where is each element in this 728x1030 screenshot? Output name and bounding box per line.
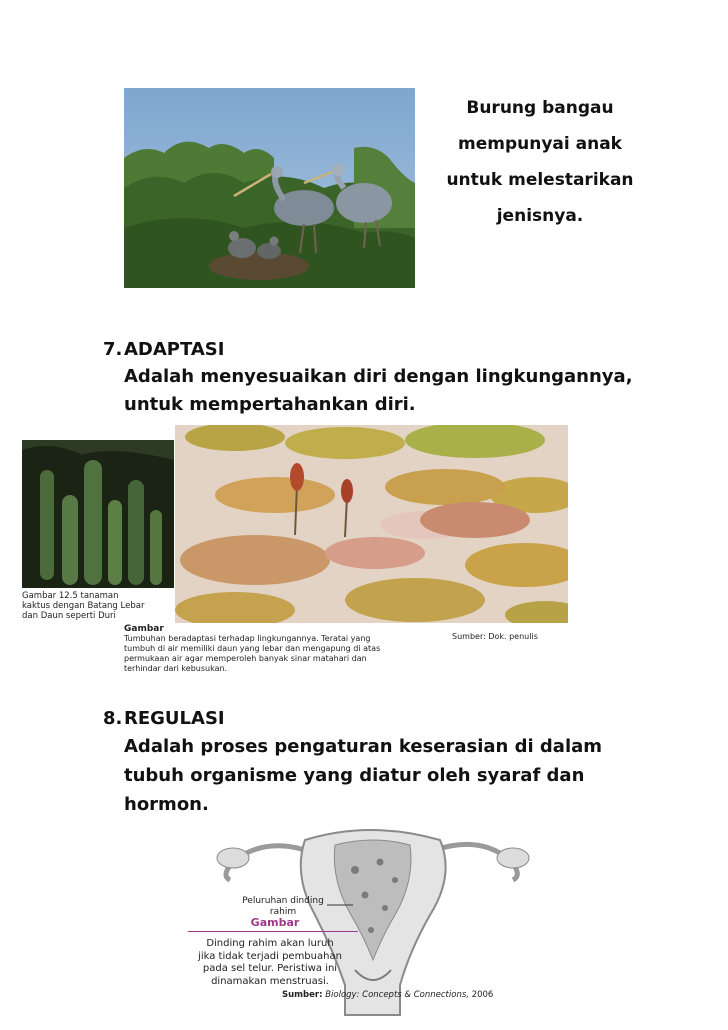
section-7-body-line2: untuk mempertahankan diri. <box>124 394 416 415</box>
section-7-title: ADAPTASI <box>124 339 225 360</box>
uterus-label-line2: rahim <box>269 907 297 917</box>
uterus-caption-title: Gambar <box>250 916 300 929</box>
lily-caption-line4: terhindar dari kebusukan. <box>124 664 228 673</box>
heron-illustration <box>124 88 415 288</box>
lily-caption-title: Gambar <box>124 624 164 634</box>
section-8-body-line1: Adalah proses pengaturan keserasian di dalam <box>124 736 603 757</box>
uterus-caption-line4: dinamakan menstruasi. <box>211 975 329 987</box>
uterus-caption-line3: pada sel telur. Peristiwa ini <box>202 963 338 974</box>
waterlily-photo <box>175 425 568 623</box>
uterus-label-line1: Peluruhan dinding <box>242 896 324 906</box>
waterlily-illustration <box>175 425 568 623</box>
uterus-caption-line1: Dinding rahim akan luruh <box>206 938 334 949</box>
section-8-title: REGULASI <box>124 708 225 729</box>
uterus-source <box>282 990 493 1000</box>
cactus-illustration <box>22 440 174 588</box>
heron-photo <box>124 88 415 288</box>
section-8-body-line2: tubuh organisme yang diatur oleh syaraf dan <box>124 765 585 786</box>
lily-caption-line1: Tumbuhan beradaptasi terhadap lingkungannya. Teratai yang <box>124 634 371 643</box>
lily-caption-line2: tumbuh di air memiliki daun yang lebar dan mengapung di atas <box>124 644 381 653</box>
cactus-caption-line3: dan Daun seperti Duri <box>22 611 116 621</box>
cactus-caption-line2: kaktus dengan Batang Lebar <box>22 601 145 611</box>
section-7-number: 7. <box>103 339 123 360</box>
uterus-source-title: Biology: Concepts & Connections, <box>325 990 469 1000</box>
uterus-source-label: Sumber: <box>282 990 323 1000</box>
lily-source: Sumber: Dok. penulis <box>452 632 538 641</box>
section-8-body-line3: hormon. <box>124 794 209 815</box>
uterus-source-year: 2006 <box>471 990 494 1000</box>
section-7-body-line1: Adalah menyesuaikan diri dengan lingkungannya, <box>124 366 633 387</box>
cactus-photo <box>22 440 174 588</box>
heron-caption: Burung bangau mempunyai anak untuk melestarikan jenisnya. <box>446 98 634 226</box>
uterus-caption-rule <box>188 931 358 932</box>
uterus-caption-line2: jika tidak terjadi pembuahan <box>198 950 342 962</box>
cactus-caption-line1: Gambar 12.5 tanaman <box>22 591 119 601</box>
lily-caption-line3: permukaan air agar memperoleh banyak sinar matahari dan <box>124 654 367 663</box>
section-8-number: 8. <box>103 708 123 729</box>
